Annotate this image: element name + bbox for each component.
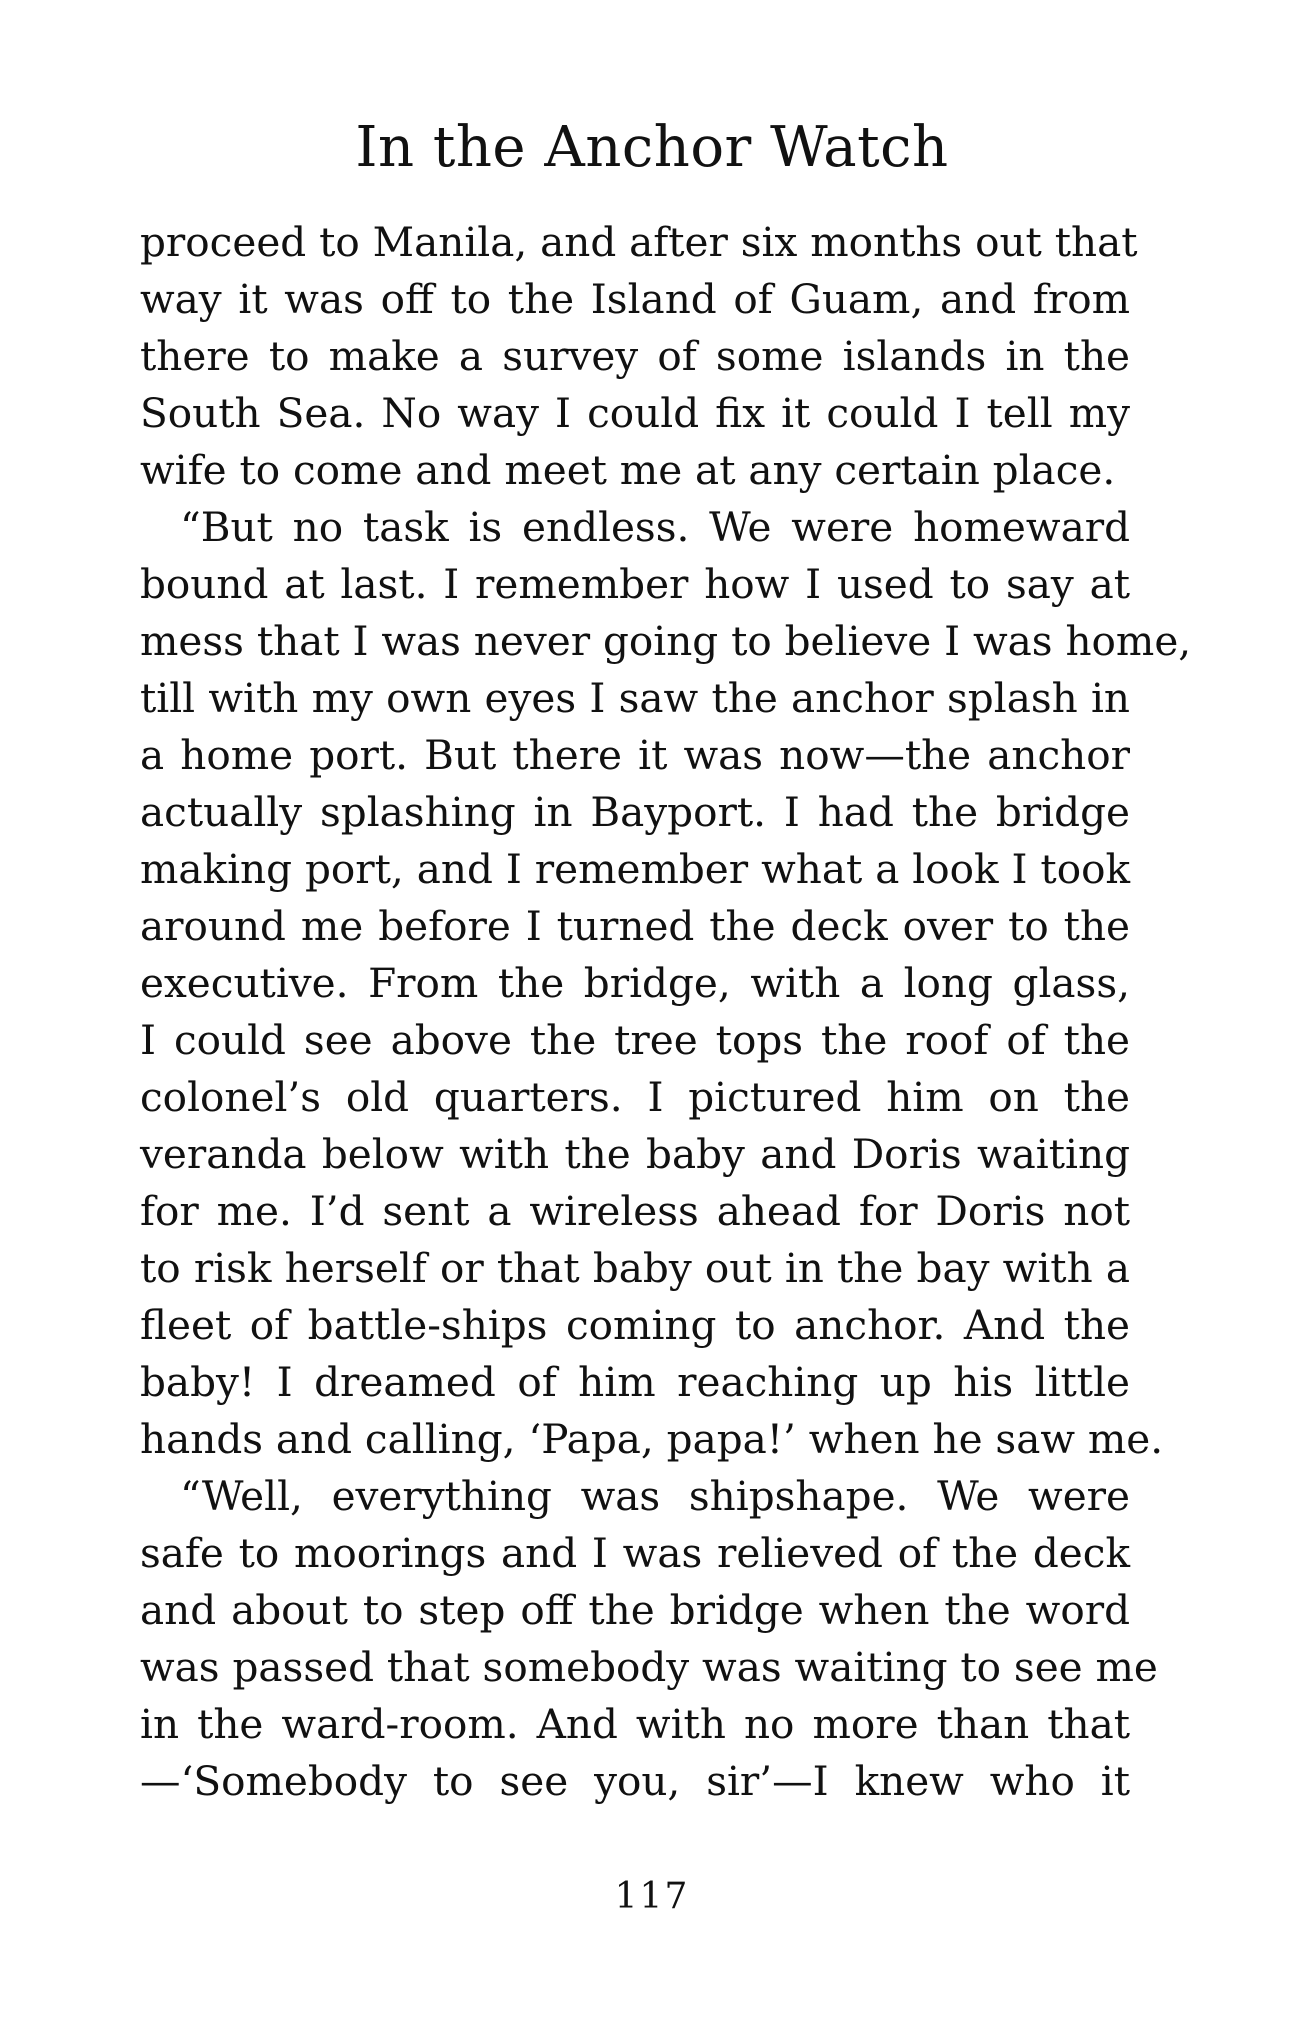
text-line: a home port. But there it was now—the anchor [140,731,1130,779]
text-line: “Well, everything was shipshape. We were [180,1472,1130,1520]
text-line: veranda below with the baby and Doris waiting [140,1130,1130,1178]
text-line: colonel’s old quarters. I pictured him on the [140,1073,1130,1121]
text-line: around me before I turned the deck over to the [140,902,1130,950]
text-line: South Sea. No way I could fix it could I tell my [140,389,1130,437]
text-line: —‘Somebody to see you, sir’—I knew who it [140,1757,1130,1805]
text-line: executive. From the bridge, with a long glass, [140,959,1130,1007]
text-line: and about to step off the bridge when the word [140,1586,1130,1634]
text-line: was passed that somebody was waiting to see me [140,1643,1158,1691]
text-line: way it was off to the Island of Guam, and from [140,275,1130,323]
text-line: I could see above the tree tops the roof of the [140,1016,1130,1064]
text-line: wife to come and meet me at any certain place. [140,446,1116,494]
text-line: in the ward-room. And with no more than that [140,1700,1130,1748]
running-head: In the Anchor Watch [355,115,949,180]
text-line: to risk herself or that baby out in the bay with a [140,1244,1130,1292]
text-line: till with my own eyes I saw the anchor splash in [140,674,1130,722]
text-line: hands and calling, ‘Papa, papa!’ when he saw me. [140,1415,1164,1463]
page-number: 117 [614,1876,690,1917]
body-text [140,214,1192,1810]
text-line: “But no task is endless. We were homeward [180,503,1130,551]
text-line: baby! I dreamed of him reaching up his little [140,1358,1130,1406]
text-line: there to make a survey of some islands in the [140,332,1130,380]
text-line: mess that I was never going to believe I was home, [140,617,1192,665]
text-line: proceed to Manila, and after six months out that [140,218,1138,266]
text-line: making port, and I remember what a look I took [140,845,1130,893]
text-line: actually splashing in Bayport. I had the bridge [140,788,1130,836]
text-line: bound at last. I remember how I used to say at [140,560,1130,608]
text-line: fleet of battle-ships coming to anchor. And the [140,1301,1130,1349]
text-line: for me. I’d sent a wireless ahead for Doris not [140,1187,1130,1235]
text-line: safe to moorings and I was relieved of the deck [140,1529,1130,1577]
